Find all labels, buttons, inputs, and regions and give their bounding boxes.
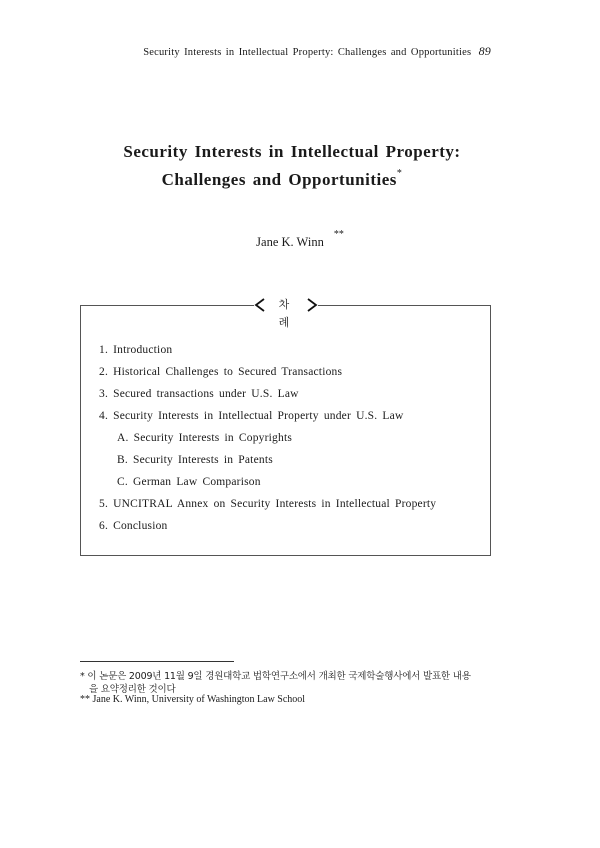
toc-top-rule-left xyxy=(80,305,254,306)
author-name: Jane K. Winn xyxy=(256,235,324,250)
toc-item-german-law: C. German Law Comparison xyxy=(117,476,261,488)
toc-item-introduction: 1. Introduction xyxy=(99,344,173,356)
toc-item-uncitral-annex: 5. UNCITRAL Annex on Security Interests in Intellectual Property xyxy=(99,498,437,510)
table-of-contents-box xyxy=(80,305,491,556)
toc-item-copyrights: A. Security Interests in Copyrights xyxy=(117,432,293,444)
paper-title-line1 xyxy=(0,142,592,162)
toc-item-patents: B. Security Interests in Patents xyxy=(117,454,273,466)
toc-top-rule-right xyxy=(318,305,490,306)
toc-heading xyxy=(254,296,318,329)
paper-title-line2 xyxy=(0,170,582,190)
toc-heading-label: 차 례 xyxy=(278,298,294,329)
page-number: 89 xyxy=(478,44,491,58)
footnote-2: ** Jane K. Winn, University of Washington Law School xyxy=(80,694,306,705)
chevron-left-icon xyxy=(254,298,265,312)
title-line1-text: Security Interests in Intellectual Property: xyxy=(123,142,461,161)
toc-item-historical-challenges: 2. Historical Challenges to Secured Transactions xyxy=(99,366,343,378)
running-title: Security Interests in Intellectual Property: Challenges and Opportunities xyxy=(143,47,472,58)
toc-item-secured-transactions: 3. Secured transactions under U.S. Law xyxy=(99,388,299,400)
toc-item-conclusion: 6. Conclusion xyxy=(99,520,168,532)
chevron-right-icon xyxy=(307,298,318,312)
title-footnote-marker: * xyxy=(396,168,403,180)
running-header xyxy=(80,44,491,59)
footnote-1-line2: 을 요약정리한 것이다 xyxy=(89,684,176,695)
toc-item-security-interests-ip: 4. Security Interests in Intellectual Property under U.S. Law xyxy=(99,410,404,422)
author-footnote-marker: ** xyxy=(333,229,344,240)
footnote-rule xyxy=(80,661,234,662)
footnote-1-line1: * 이 논문은 2009년 11월 9일 경원대학교 법학연구소에서 개최한 국제학술행사에서 발표한 내용 xyxy=(80,671,471,682)
title-line2-text: Challenges and Opportunities xyxy=(161,170,397,189)
author xyxy=(0,229,600,250)
